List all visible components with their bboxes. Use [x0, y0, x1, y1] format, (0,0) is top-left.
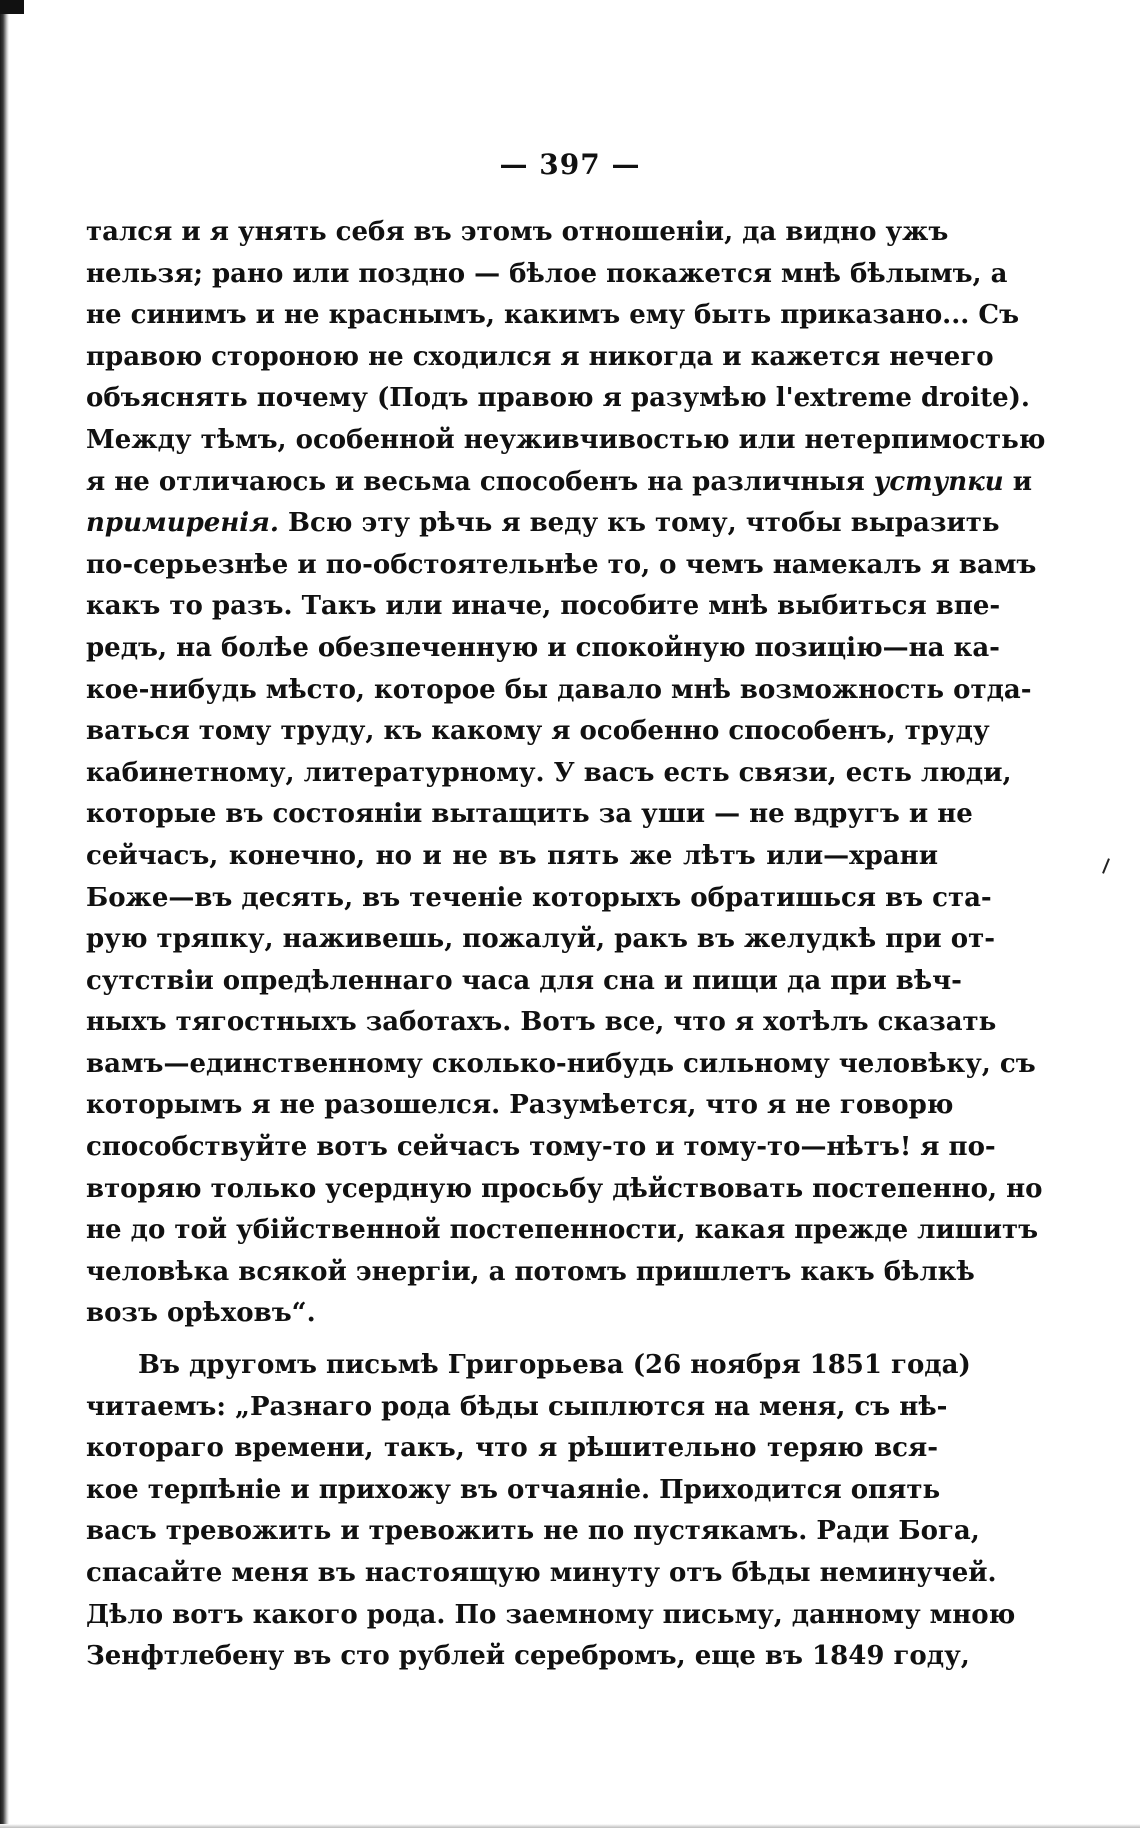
text-line: спасайте меня въ настоящую минуту отъ бѣды неминучей. — [86, 1558, 997, 1588]
page-number: — 397 — — [499, 148, 641, 181]
text-line: человѣка всякой энергіи, а потомъ пришлетъ какъ бѣлкѣ — [86, 1256, 975, 1287]
text-line: тался и я унять себя въ этомъ отношеніи, да видно ужъ — [86, 217, 949, 247]
text-line: не синимъ и не краснымъ, какимъ ему быть приказано... Съ — [86, 300, 1020, 331]
text-line: способствуйте вотъ сейчасъ тому-то и тому-то—нѣтъ! я по- — [86, 1132, 996, 1163]
text-line: сейчасъ, конечно, но и не въ пять же лѣтъ или—храни — [86, 840, 938, 871]
scan-bottom-edge — [0, 1824, 1140, 1828]
text-line: нельзя; рано или поздно — бѣлое покажется мнѣ бѣлымъ, а — [86, 258, 1008, 289]
text-line: правою стороною не сходился я никогда и кажется нечего — [86, 341, 994, 372]
text-segment: я не отличаюсь и весьма способенъ на различныя — [86, 466, 865, 497]
scan-corner-mark — [0, 0, 24, 14]
text-line: объяснять почему (Подъ правою я разумѣю l'extreme droite). — [86, 383, 1030, 414]
text-line: Между тѣмъ, особенной неуживчивостью или нетерпимостью — [86, 424, 1046, 455]
text-line: вамъ—единственному сколько-нибудь сильному человѣку, съ — [86, 1048, 1036, 1079]
text-line: ныхъ тягостныхъ заботахъ. Вотъ все, что я хотѣлъ сказать — [86, 1007, 997, 1038]
text-line: какъ то разъ. Такъ или иначе, пособите мнѣ выбиться впе- — [86, 591, 1001, 622]
text-line: Боже—въ десять, въ теченіе которыхъ обратишься въ ста- — [86, 882, 992, 913]
paragraph-2 — [86, 1345, 1016, 1678]
text-line: кабинетному, литературному. У васъ есть связи, есть люди, — [86, 757, 1012, 788]
text-segment: Всю эту рѣчь я веду къ тому, чтобы выразить — [287, 508, 1000, 539]
text-block — [86, 212, 1046, 1678]
text-line: Зенфтлебену въ сто рублей серебромъ, еще въ 1849 году, — [86, 1641, 970, 1672]
text-line: кое терпѣніе и прихожу въ отчаяніе. Приходится опять — [86, 1474, 941, 1505]
text-line: васъ тревожить и тревожить не по пустякамъ. Ради Бога, — [86, 1516, 980, 1547]
text-line: редъ, на болѣе обезпеченную и спокойную позицію—на ка- — [86, 632, 1000, 663]
italic-phrase: уступки — [873, 466, 1004, 497]
paragraph-gap — [86, 1335, 938, 1345]
text-line: Дѣло вотъ какого рода. По заемному письму, данному мною — [86, 1599, 1016, 1630]
text-line: сутствіи опредѣленнаго часа для сна и пищи да при вѣч- — [86, 965, 962, 996]
text-line: читаемъ: „Разнаго рода бѣды сыплются на меня, съ нѣ- — [86, 1391, 948, 1422]
text-line: кое-нибудь мѣсто, которое бы давало мнѣ возможность отда- — [86, 674, 1032, 705]
text-line: Въ другомъ письмѣ Григорьева (26 ноября 1851 года) — [138, 1350, 971, 1381]
paragraph-1 — [86, 212, 1046, 1335]
text-line — [86, 503, 1000, 545]
scan-edge-left — [0, 0, 9, 1828]
text-line: которымъ я не разошелся. Разумѣется, что я не говорю — [86, 1090, 954, 1121]
stray-ink-mark — [1102, 858, 1110, 874]
text-segment: и — [1012, 466, 1032, 497]
text-line: по-серьезнѣе и по-обстоятельнѣе то, о чемъ намекалъ я вамъ — [86, 549, 1037, 580]
text-line: котораго времени, такъ, что я рѣшительно теряю вся- — [86, 1433, 938, 1464]
text-line — [86, 462, 1032, 504]
italic-phrase: примиренія. — [86, 508, 279, 539]
text-line: вторяю только усердную просьбу дѣйствовать постепенно, но — [86, 1173, 1043, 1204]
text-line: ваться тому труду, къ какому я особенно способенъ, труду — [86, 716, 990, 747]
text-line: не до той убійственной постепенности, какая прежде лишитъ — [86, 1215, 1039, 1246]
text-line: рую тряпку, наживешь, пожалуй, ракъ въ желудкѣ при от- — [86, 924, 995, 955]
text-line: возъ орѣховъ“. — [86, 1298, 316, 1329]
text-line: которые въ состояніи вытащить за уши — не вдругъ и не — [86, 799, 973, 830]
